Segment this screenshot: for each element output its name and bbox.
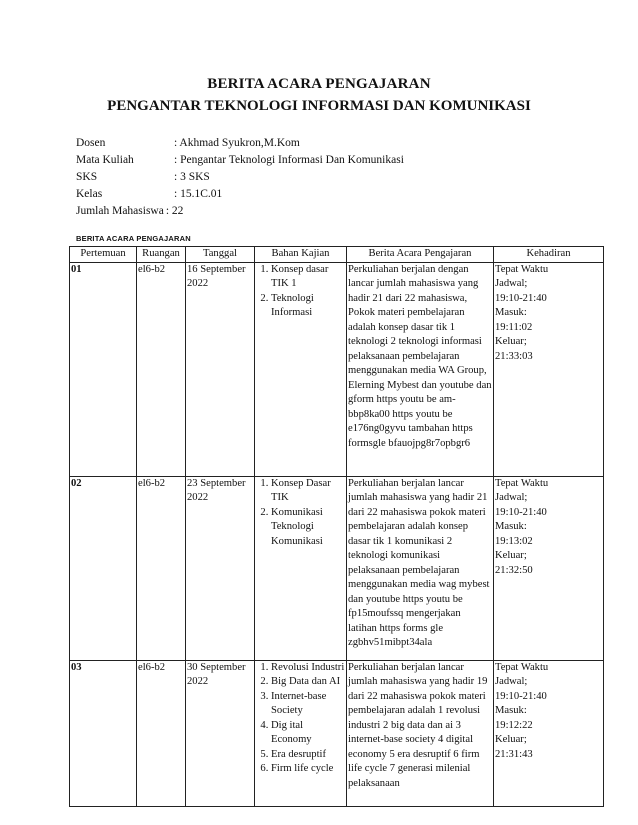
cell-kehadiran: Tepat Waktu Jadwal; 19:10-21:40 Masuk: 19:12:22 Keluar; 21:31:43 [494,660,604,806]
cell-berita-acara: Perkuliahan berjalan lancar jumlah mahasiswa yang hadir 21 dari 22 mahasiswa pokok materi pembelajaran adalah konsep dasar tik 1 komunikasi 2 teknologi komunikasi pelaksanaan pembelajaran menggunakan media wag mybest dan youtube https youtu be fp15moufssq mengerjakan latihan https forms gle zgbhv51mibpt34ala [347,476,494,660]
cell-ruangan: el6-b2 [137,476,186,660]
info-label: Jumlah Mahasiswa [76,205,164,217]
cell-berita-acara: Perkuliahan berjalan dengan lancar jumlah mahasiswa yang hadir 21 dari 22 mahasiswa, Pokok materi pembelajaran adalah konsep dasar tik 1 teknologi 2 teknologi informasi pelaksanaan pembelajaran menggunakan media WA Group, Elerning Mybest dan youtube dan gform https youtu be am-bbp8ka00 https youtu be e176ng0gyvu tambahan https formsgle bfauojpg8r7opbgr6 [347,262,494,476]
table-row [70,262,604,476]
header-kehadiran: Kehadiran [494,247,604,263]
header-tanggal: Tanggal [186,247,255,263]
info-label: Kelas [76,188,103,200]
info-row-sks [76,169,404,186]
cell-berita-acara: Perkuliahan berjalan lancar jumlah mahasiswa yang hadir 19 dari 22 mahasiswa pokok materi pembelajaran adalah 1 revolusi industri 2 big data dan ai 3 internet-base society 4 digital economy 5 era desruptif 6 firm life cycle 7 generasi milenial pelaksanaan [347,660,494,806]
cell-tanggal: 30 September 2022 [186,660,255,806]
header-pertemuan: Pertemuan [70,247,137,263]
info-row-dosen [76,135,404,152]
teaching-log-table [69,246,604,807]
table-header-row [70,247,604,263]
table-row [70,660,604,806]
list-item: 2. Big Data dan AI [271,675,345,690]
header-ruangan: Ruangan [137,247,186,263]
list-item: 1. Revolusi Industri [271,661,345,676]
info-label: SKS [76,171,98,183]
list-item: 6. Firm life cycle [271,762,345,777]
info-value: : 22 [165,205,184,217]
cell-tanggal: 16 September 2022 [186,262,255,476]
cell-ruangan: el6-b2 [137,660,186,806]
info-value: : 3 SKS [174,171,210,183]
info-row-kelas [76,186,404,203]
cell-pertemuan: 02 [70,476,137,660]
cell-bahan-kajian [255,660,347,806]
table-row [70,476,604,660]
list-item: 1. Konsep dasar TIK 1 [271,263,345,292]
list-item: 1. Konsep Dasar TIK [271,477,345,506]
cell-kehadiran: Tepat Waktu Jadwal; 19:10-21:40 Masuk: 19:13:02 Keluar; 21:32:50 [494,476,604,660]
cell-kehadiran: Tepat Waktu Jadwal; 19:10-21:40 Masuk: 19:11:02 Keluar; 21:33:03 [494,262,604,476]
cell-bahan-kajian [255,476,347,660]
document-subtitle: PENGANTAR TEKNOLOGI INFORMASI DAN KOMUNIKASI [107,98,531,114]
info-row-mata-kuliah [76,152,404,169]
info-value: : Akhmad Syukron,M.Kom [174,137,300,149]
cell-tanggal: 23 September 2022 [186,476,255,660]
list-item: 4. Dig ital Economy [271,719,345,748]
info-label: Dosen [76,137,106,149]
list-item: 2. Teknologi Informasi [271,292,345,321]
cell-ruangan: el6-b2 [137,262,186,476]
info-value: : Pengantar Teknologi Informasi Dan Komunikasi [174,154,404,166]
course-info [76,135,404,220]
list-item: 3. Internet-base Society [271,690,345,719]
list-item: 2. Komunikasi Teknologi Komunikasi [271,506,345,550]
section-label: BERITA ACARA PENGAJARAN [76,234,191,243]
document-title: BERITA ACARA PENGAJARAN [207,76,431,92]
cell-pertemuan: 03 [70,660,137,806]
header-bahan-kajian: Bahan Kajian [255,247,347,263]
info-value: : 15.1C.01 [174,188,223,200]
header-berita-acara: Berita Acara Pengajaran [347,247,494,263]
cell-bahan-kajian [255,262,347,476]
info-label: Mata Kuliah [76,154,134,166]
info-row-jumlah-mahasiswa [76,203,404,220]
list-item: 5. Era desruptif [271,748,345,763]
cell-pertemuan: 01 [70,262,137,476]
